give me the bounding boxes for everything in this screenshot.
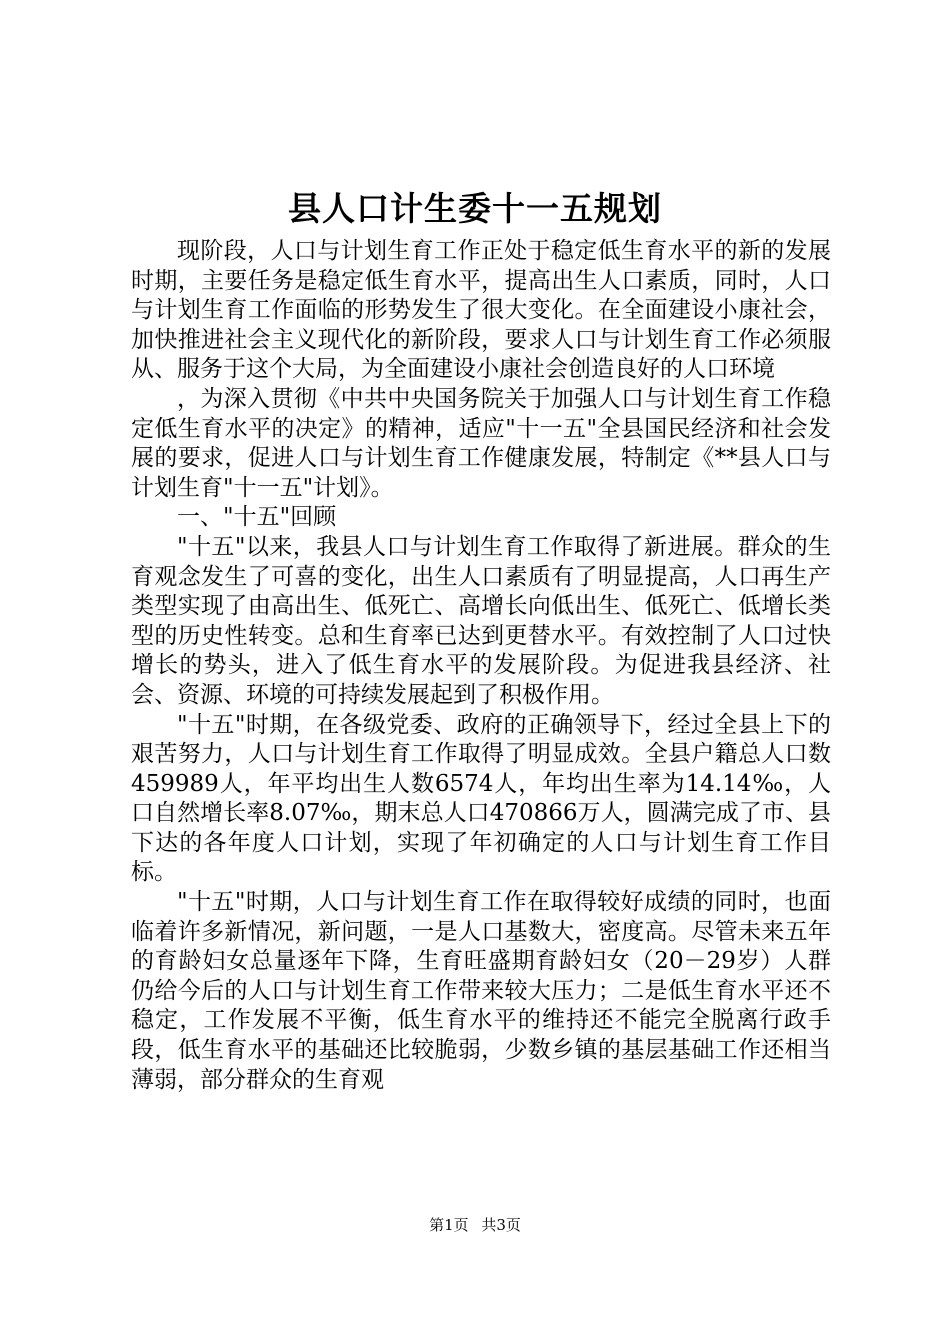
section-heading-review: 一、"十五"回顾 [177, 504, 337, 531]
page-total: 共3页 [481, 1216, 521, 1234]
paragraph-achievements: "十五"时期，在各级党委、政府的正确领导下，经过全县上下的艰苦努力，人口与计划生育工作取得了明显成效。全县户籍总人口数459989人，年平均出生人数6574人，年均出生率为14.14‰，人口自然增长率8.07‰，期末总人口470866万人，圆满完成了市、县下达的各年度人口计划，实现了年初确定的人口与计划生育工作目标。 [131, 711, 831, 886]
page-number: 第1页 [429, 1216, 469, 1234]
document-title: 县人口计生委十一五规划 [288, 189, 662, 228]
paragraph-challenges: "十五"时期，人口与计划生育工作在取得较好成绩的同时，也面临着许多新情况，新问题，一是人口基数大，密度高。尽管未来五年的育龄妇女总量逐年下降，生育旺盛期育龄妇女（20－29岁）人群仍给今后的人口与计划生育工作带来较大压力；二是低生育水平还不稳定，工作发展不平衡，低生育水平的维持还不能完全脱离行政手段，低生育水平的基础还比较脆弱，少数乡镇的基层基础工作还相当薄弱，部分群众的生育观 [131, 889, 831, 1093]
document-body [131, 237, 831, 1095]
paragraph-progress: "十五"以来，我县人口与计划生育工作取得了新进展。群众的生育观念发生了可喜的变化，出生人口素质有了明显提高，人口再生产类型实现了由高出生、低死亡、高增长向低出生、低死亡、低增长类型的历史性转变。总和生育率已达到更替水平。有效控制了人口过快增长的势头，进入了低生育水平的发展阶段。为促进我县经济、社会、资源、环境的可持续发展起到了积极作用。 [131, 533, 831, 708]
page-footer [0, 1215, 950, 1235]
paragraph-intro: 现阶段，人口与计划生育工作正处于稳定低生育水平的新的发展时期，主要任务是稳定低生育水平，提高出生人口素质，同时，人口与计划生育工作面临的形势发生了很大变化。在全面建设小康社会，加快推进社会主义现代化的新阶段，要求人口与计划生育工作必须服从、服务于这个大局，为全面建设小康社会创造良好的人口环境 [131, 238, 831, 383]
paragraph-purpose: ，为深入贯彻《中共中央国务院关于加强人口与计划生育工作稳定低生育水平的决定》的精神，适应"十一五"全县国民经济和社会发展的要求，促进人口与计划生育工作健康发展，特制定《**县人口与计划生育"十一五"计划》。 [131, 385, 831, 501]
